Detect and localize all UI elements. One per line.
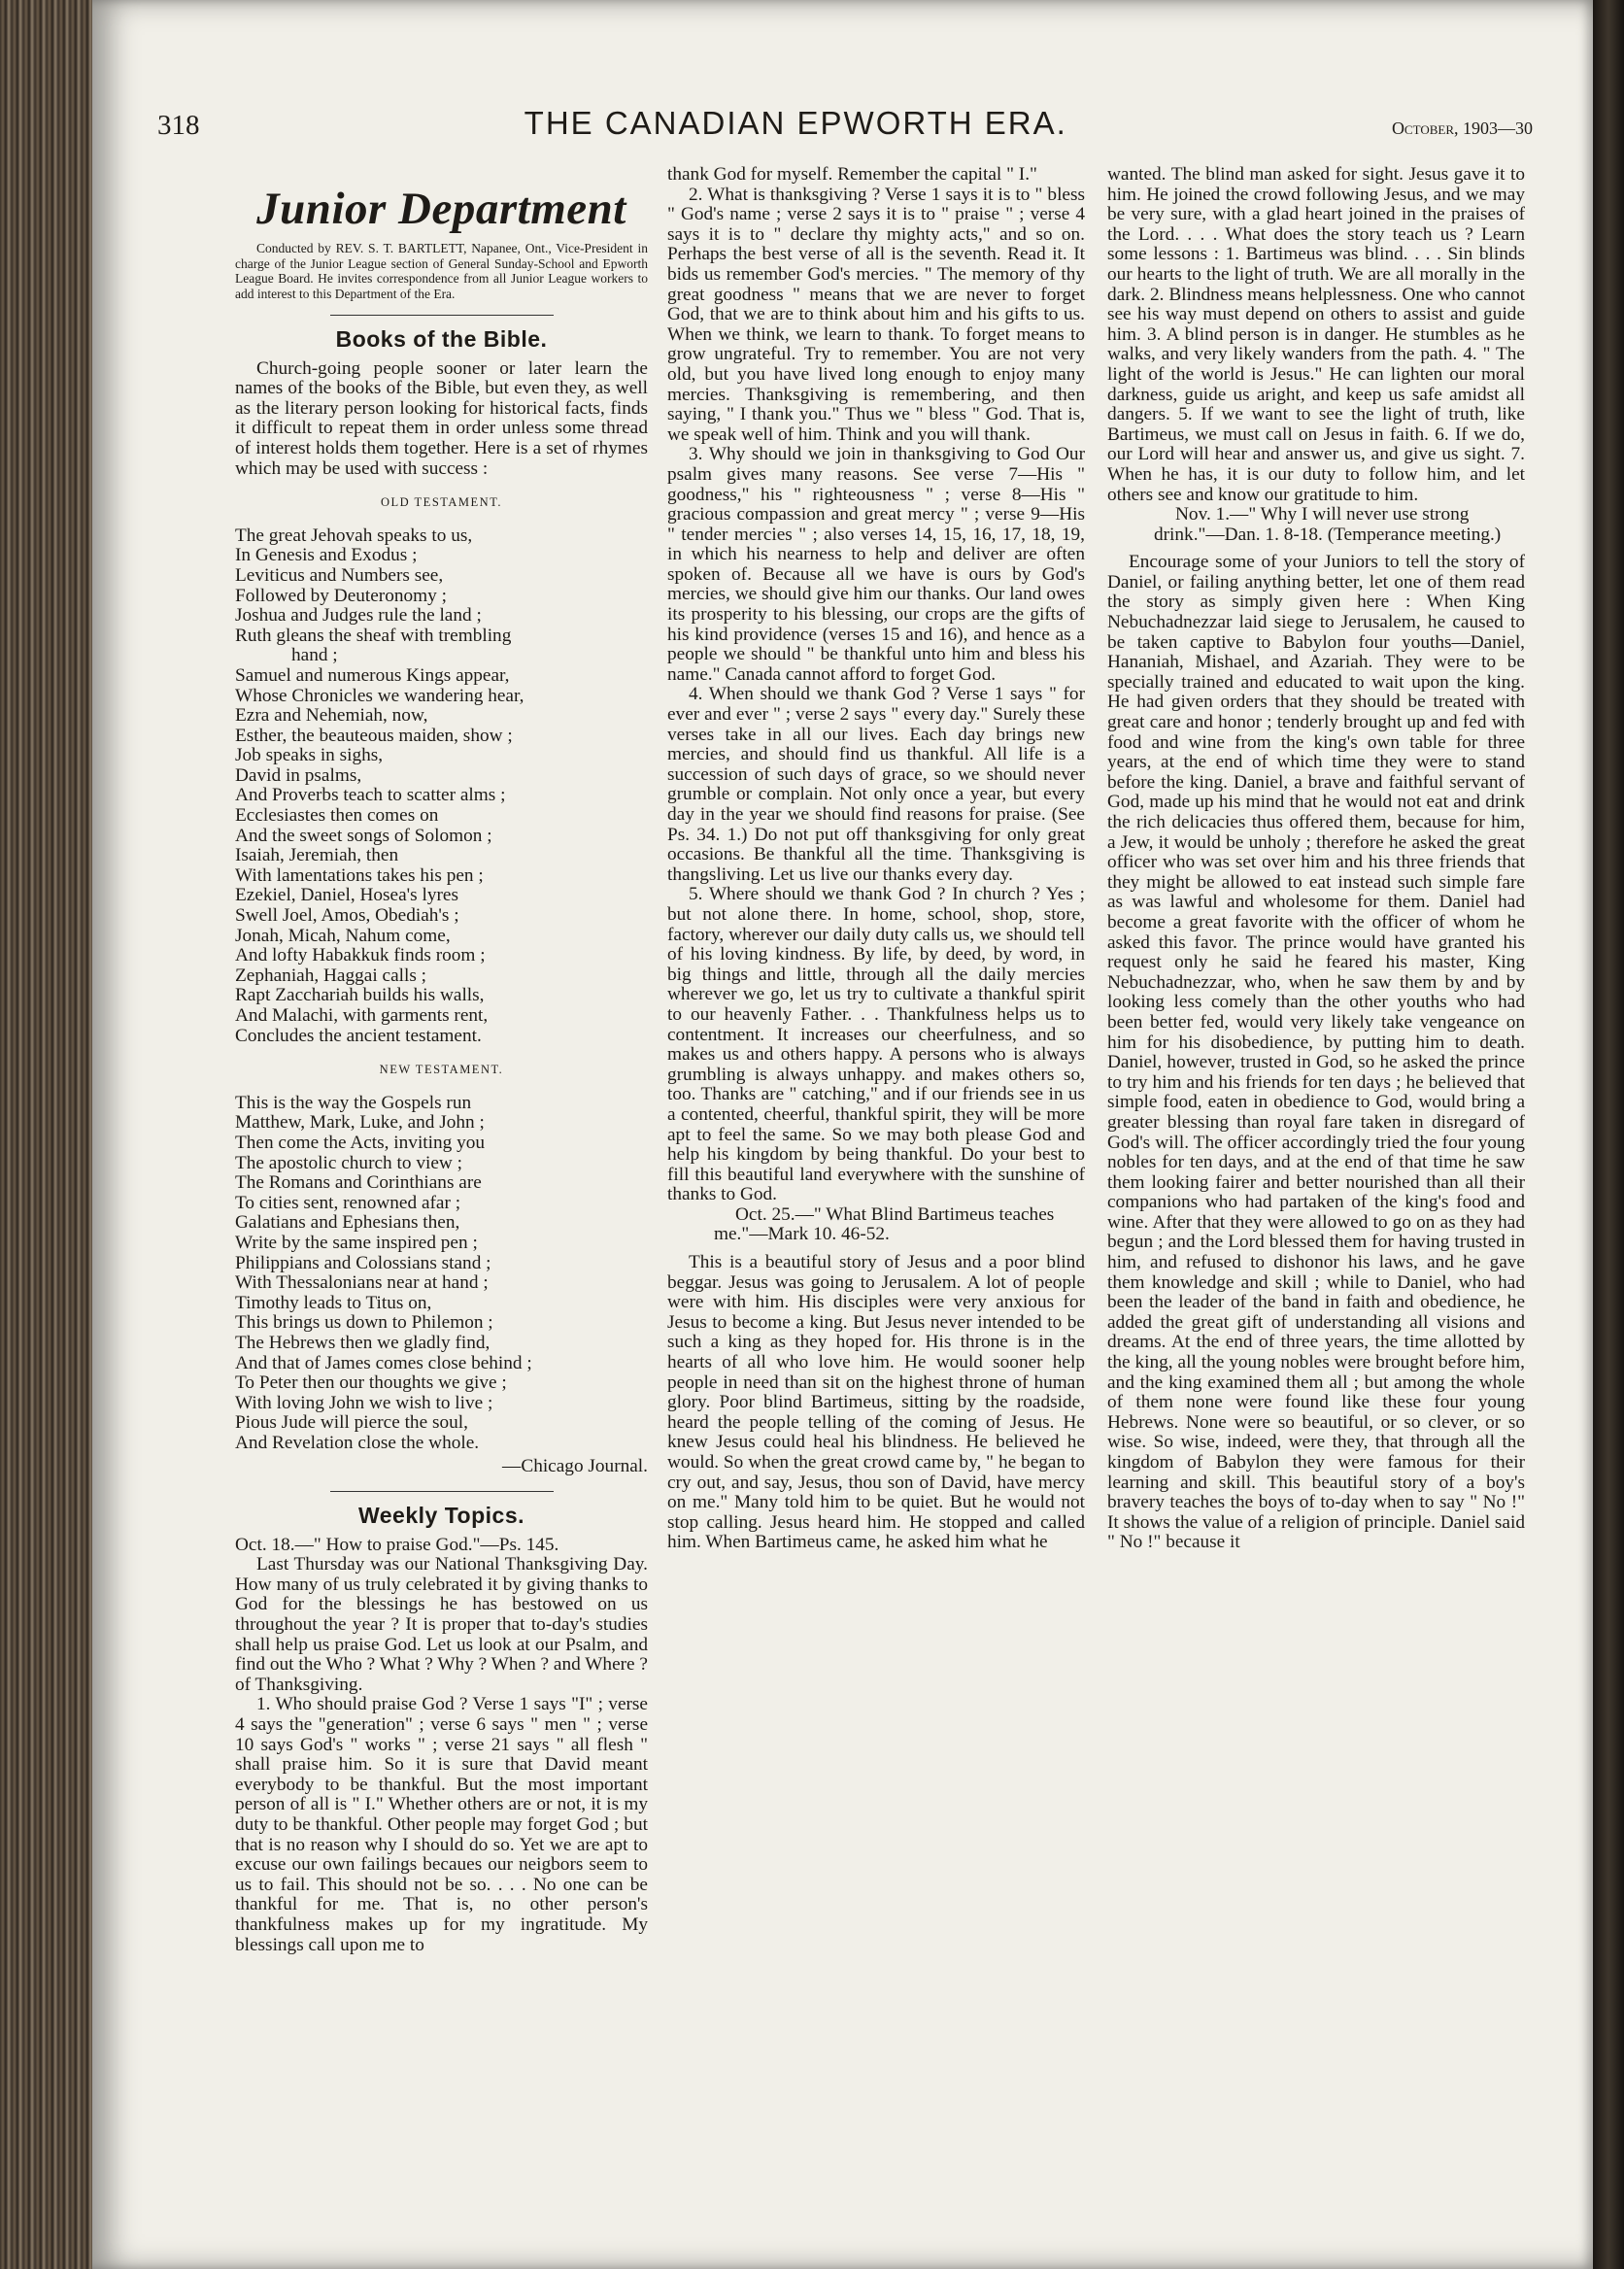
topics-heading: Weekly Topics. [357, 1503, 525, 1529]
new-testament-verse-line: Then come the Acts, inviting you [235, 1132, 486, 1153]
books-heading: Books of the Bible. [335, 326, 548, 352]
oct18-point-3: 3. Why should we join in thanksgiving to God Our psalm gives many reasons. See verse 7—His " goodness," his " righteousness " ; verse 8—His " gracious compassion and great mercy " ; verse 9—His " tender mercies " ; also verses 14, 15, 16, 17, 18, 19, in which his nearness to help and deliver are often spoken of. Because all we have is ours by God's mercies, we should give him our thanks. Our land owes its prosperity to his blessing, our crops are the gifts of his kind providence (verses 15 and 16), and hence as a people we should " be thankful unto him and bless his name." Canada cannot afford to forget God. [667, 444, 1085, 685]
old-testament-verse-line: Ezra and Nehemiah, now, [235, 705, 428, 727]
oct18-topic: Oct. 18.—" How to praise God."—Ps. 145. [235, 1534, 559, 1555]
old-testament-verse-line: And the sweet songs of Solomon ; [235, 825, 492, 846]
old-testament-verse-line: And Proverbs teach to scatter alms ; [235, 785, 506, 806]
old-testament-verse-line: hand ; [291, 645, 338, 666]
old-testament-verse-line: With lamentations takes his pen ; [235, 864, 484, 886]
column-two [667, 165, 1085, 2253]
old-testament-verse-line: Rapt Zacchariah builds his walls, [235, 985, 485, 1006]
old-testament-verse-line: Isaiah, Jeremiah, then [235, 845, 399, 866]
oct25-topic: Oct. 25.—" What Blind Bartimeus teaches me."—Mark 10. 46-52. [714, 1203, 1055, 1245]
old-testament-verse-line: Job speaks in sighs, [235, 745, 384, 766]
verse-credit: —Chicago Journal. [502, 1456, 648, 1477]
old-testament-verse-line: Esther, the beauteous maiden, show ; [235, 725, 513, 746]
column-one [235, 165, 648, 2253]
old-testament-verse-line: Concludes the ancient testament. [235, 1025, 482, 1046]
nov1-story: Encourage some of your Juniors to tell the story of Daniel, or failing anything better, let one of them read the story as simply given here : When King Nebuchadnezzar laid siege to Jerusalem, he caused to be taken captive to Babylon four youths—Daniel, Hananiah, Mishael, and Azariah. They were to be specially trained and educated to wait upon the king. He had given orders that they should be treated with great care and honor ; tenderly brought up and fed with food and wine from the king's own table for three years, at the end of which time they were to stand before the king. Daniel, a brave and faithful servant of God, made up his mind that he would not eat and drink the rich delicacies thus offered them, because for him, a Jew, it would be unholy ; therefore he asked the great officer who was set over him and his three friends that they might be allowed to eat instead such simple fare as was lawful and wholesome for them. Daniel had become a great favorite with the officer of whom he asked this favor. The prince would have granted his request only he said he feared his master, King Nebuchadnezzar, who, when he saw them by and by looking less comely than the other youths who had been better fed, would very likely take vengeance on him for his disobedience, by putting him to death. Daniel, however, trusted in God, so he asked the prince to try him and his friends for ten days ; he believed that simple food, eaten in obedience to God, would bring a greater blessing than royal fare taken in disregard of God's will. The officer accordingly tried the four young nobles for ten days, and at the end of that time he saw them looking fairer and better nourished than all their companions who had partaken of the king's food and wine. After that they were allowed to go on as they had begun ; and the Lord blessed them for having trusted in him, and refused to dishonor his laws, and he gave them knowledge and skill ; while to Daniel, who had been the leader of the band in faith and obedience, he added the great gift of understanding all visions and dreams. At the end of three years, the time allotted by the king, all the young nobles were brought before him, and the king examined them all ; but among the whole of them none were found like these four young Hebrews. None were so beautiful, or so clever, or so wise. So wise, indeed, were they, that through all the kingdom of Babylon they were famous for their learning and skill. This beautiful story of a boy's bravery teaches the boys of to-day when to say " No !" It shows the value of a religion of principle. Daniel said " No !" because it [1107, 552, 1525, 1553]
new-testament-verse-line: To Peter then our thoughts we give ; [235, 1372, 507, 1394]
old-testament-verse-line: Samuel and numerous Kings appear, [235, 664, 510, 686]
book-binding [0, 0, 92, 2269]
old-testament-verse-line: And lofty Habakkuk finds room ; [235, 945, 486, 966]
old-testament-verse-line: Joshua and Judges rule the land ; [235, 605, 482, 627]
new-testament-verse-line: Galatians and Ephesians then, [235, 1212, 460, 1234]
old-testament-verse-line: Followed by Deuteronomy ; [235, 585, 447, 606]
old-testament-verse-line: Ecclesiastes then comes on [235, 805, 439, 827]
old-testament-verse-line: And Malachi, with garments rent, [235, 1005, 489, 1026]
new-testament-verse-line: The apostolic church to view ; [235, 1152, 462, 1173]
running-header [157, 105, 1533, 153]
department-title: Junior Department [256, 184, 626, 234]
oct18-intro: Last Thursday was our National Thanksgiving Day. How many of us truly celebrated it by giving thanks to God for the blessings he has bestowed on us throughout the year ? It is proper that to-day's studies shall help us praise God. Let us look at our Psalm, and find out the Who ? What ? Why ? When ? and Where ? of Thanksgiving. [235, 1554, 648, 1695]
oct18-point-5: 5. Where should we thank God ? In church ? Yes ; but not alone there. In home, school, shop, store, factory, wherever our daily duty calls us, we should tell of his loving kindness. By life, by deed, by word, in big things and little, through all the daily mercies wherever we go, let us try to cultivate a thankful spirit to our heavenly Father. . . Thankfulness helps us to contentment. It increases our cheerfulness, and so makes us and others happy. A persons who is always grumbling is always unhappy. and makes others so, too. Thanks are " catching," and if our friends see in us a contented, cheerful, thankful spirit, they will be more apt to feel the same. So we may both please God and help his kingdom by being thankful. Do your best to fill this beautiful land everywhere with the sunshine of thanks to God. [667, 884, 1085, 1205]
new-testament-verse-line: And Revelation close the whole. [235, 1432, 480, 1453]
new-testament-verse-line: Pious Jude will pierce the soul, [235, 1412, 468, 1434]
new-testament-verse-line: Write by the same inspired pen ; [235, 1232, 478, 1253]
divider [330, 1491, 554, 1492]
old-testament-verse-line: Swell Joel, Amos, Obediah's ; [235, 905, 459, 927]
new-testament-verse-line: And that of James comes close behind ; [235, 1352, 532, 1373]
publication-title: THE CANADIAN EPWORTH ERA. [524, 105, 1067, 141]
oct18-point-4: 4. When should we thank God ? Verse 1 says " for ever and ever " ; verse 2 says " every day." Surely these verses take in all our lives. Each day brings new mercies, and should find us thankful. All life is a succession of such days of grace, so we should never grumble or complain. Not only once a year, but every day in the year we should find reasons for praise. (See Ps. 34. 1.) Do not put off thanksgiving for only great occasions. Be thankful all the time. Thanksgiving is thangsliving. Let us live our thanks every day. [667, 684, 1085, 885]
new-testament-label: NEW TESTAMENT. [379, 1063, 504, 1077]
old-testament-verse-line: The great Jehovah speaks to us, [235, 525, 473, 546]
department-note: Conducted by REV. S. T. BARTLETT, Napanee, Ont., Vice-President in charge of the Junior League section of General Sunday-School and Epworth League Board. He invites correspondence from all Junior League workers to add interest to this Department of the Era. [235, 241, 648, 301]
old-testament-verse-line: Whose Chronicles we wandering hear, [235, 685, 524, 706]
issue-dateline: October, 1903—30 [1391, 119, 1533, 138]
new-testament-verse-line: Timothy leads to Titus on, [235, 1292, 432, 1313]
nov1-topic: Nov. 1.—" Why I will never use strong drink."—Dan. 1. 8-18. (Temperance meeting.) [1154, 504, 1502, 545]
new-testament-verse [235, 1094, 648, 1454]
old-testament-verse-line: Zephaniah, Haggai calls ; [235, 965, 427, 986]
new-testament-verse-line: To cities sent, renowned afar ; [235, 1192, 461, 1213]
right-page-edge [1593, 0, 1624, 2269]
old-testament-verse-line: Ruth gleans the sheaf with trembling [235, 625, 512, 646]
continuation-text: thank God for myself. Remember the capital " I." [667, 165, 1037, 185]
old-testament-verse-line: David in psalms, [235, 764, 362, 786]
continuation-text: wanted. The blind man asked for sight. Jesus gave it to him. He joined the crowd following Jesus, and we may be very sure, with a glad heart joined in the praises of the Lord. . . . What does the story teach us ? Learn some lessons : 1. Bartimeus was blind. . . . Sin blinds our hearts to the light of truth. We are all morally in the dark. 2. Blindness means helplessness. One who cannot see his way must depend on others to assist and guide him. 3. A blind person is in danger. He stumbles as he walks, and very likely wanders from the path. 4. " The light of the world is Jesus." He can lighten our moral darkness, guide us aright, and keep us safe amidst all dangers. 5. If we want to see the light of truth, like Bartimeus, we must call on Jesus in faith. 6. If we do, our Lord will hear and answer us, and give us sight. 7. When he has, it is our duty to follow him, and let others see and know our gratitude to him. [1107, 165, 1525, 505]
oct18-point-2: 2. What is thanksgiving ? Verse 1 says it is to " bless " God's name ; verse 2 says it is to " praise " ; verse 4 says it is to " declare thy mighty acts," and so on. Perhaps the best verse of all is the seventh. Read it. It bids us remember God's mercies. " The memory of thy great goodness " means that we are never to forget God, that we are to think about him and his gifts to us. When we think, we learn to thank. To forget means to grow ungrateful. Try to remember. You are not very old, but you have lived long enough to enjoy many mercies. Thanksgiving is remembering, and then saying, " I thank you." Thus we " bless " God. That is, we speak well of him. Think and you will thank. [667, 184, 1085, 445]
books-intro: Church-going people sooner or later learn the names of the books of the Bible, but even they, as well as the literary person looking for historical facts, finds it difficult to repeat them in order unless some thread of interest holds them together. Here is a set of rhymes which may be used with success : [235, 357, 648, 479]
old-testament-verse-line: Jonah, Micah, Nahum come, [235, 925, 451, 946]
page-number: 318 [157, 110, 200, 141]
new-testament-verse-line: With Thessalonians near at hand ; [235, 1272, 489, 1294]
new-testament-verse-line: This is the way the Gospels run [235, 1092, 472, 1113]
old-testament-verse-line: In Genesis and Exodus ; [235, 545, 418, 566]
divider [330, 315, 554, 316]
oct18-point-1: 1. Who should praise God ? Verse 1 says "I" ; verse 4 says the "generation" ; verse 6 says " men " ; verse 10 says God's " works " ; verse 21 says " all flesh " shall praise him. So it is sure that David meant everybody to be thankful. But the most important person of all is " I." Whether others are or not, it is my duty to be thankful. Other people may forget God ; but that is no reason why I should do so. Yet we are apt to excuse our own failings becaues our neigbors seem to us to fail. This should not be so. . . . No one can be thankful for me. That is, no other person's thankfulness makes up for my ingratitude. My blessings call upon me to [235, 1694, 648, 1955]
new-testament-verse-line: The Romans and Corinthians are [235, 1172, 482, 1194]
oct25-story: This is a beautiful story of Jesus and a poor blind beggar. Jesus was going to Jerusalem. A lot of people were with him. His disciples were very anxious for Jesus to become a king. But Jesus never intended to be such a king as they hoped for. His throne is in the hearts of all who love him. He would sooner help people in need than sit on the highest throne of human glory. Poor blind Bartimeus, sitting by the roadside, heard the people telling of the coming of Jesus. He knew Jesus could heal his blindness. He believed he would. So when the great crowd came by, " he began to cry out, and say, Jesus, thou son of David, have mercy on me." Many told him to be quiet. But he would not stop calling. Jesus heard him. He stopped and called him. When Bartimeus came, he asked him what he [667, 1252, 1085, 1553]
new-testament-verse-line: The Hebrews then we gladly find, [235, 1332, 491, 1353]
old-testament-verse-line: Leviticus and Numbers see, [235, 564, 444, 586]
column-three [1107, 165, 1525, 2253]
new-testament-verse-line: Philippians and Colossians stand ; [235, 1252, 491, 1273]
old-testament-label: OLD TESTAMENT. [380, 495, 503, 510]
new-testament-verse-line: Matthew, Mark, Luke, and John ; [235, 1112, 485, 1134]
new-testament-verse-line: This brings us down to Philemon ; [235, 1312, 493, 1334]
new-testament-verse-line: With loving John we wish to live ; [235, 1392, 493, 1413]
old-testament-verse [235, 526, 648, 1046]
old-testament-verse-line: Ezekiel, Daniel, Hosea's lyres [235, 885, 458, 906]
